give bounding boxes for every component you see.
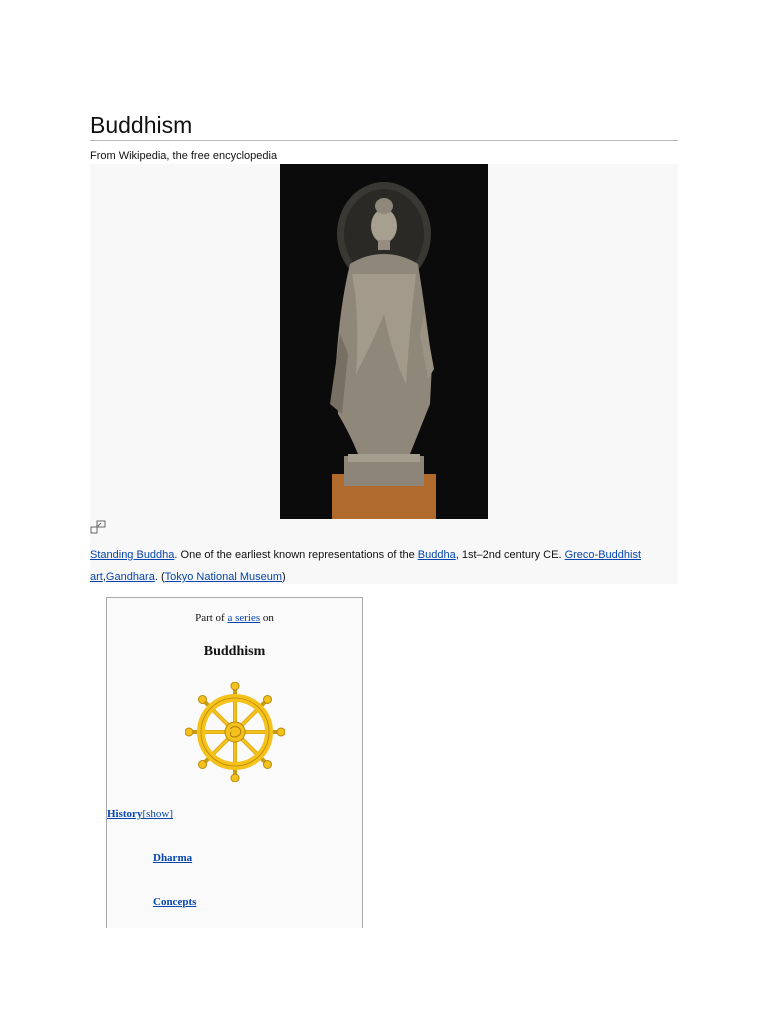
enlarge-icon[interactable] — [90, 520, 106, 534]
nav-history — [107, 808, 173, 820]
link-concepts[interactable]: Concepts — [153, 896, 197, 908]
dharma-wheel-icon — [185, 682, 285, 782]
image-caption — [90, 544, 650, 588]
caption-text-5: ) — [282, 571, 286, 583]
on-text: on — [260, 612, 274, 624]
link-tokyo-national-museum[interactable]: Tokyo National Museum — [164, 571, 283, 583]
nav-dharma — [153, 852, 192, 864]
caption-text-4: . ( — [154, 571, 165, 583]
buddha-statue-image[interactable] — [280, 164, 488, 519]
caption-text-1: . One of the earliest known representations of the — [174, 549, 418, 561]
series-infobox — [106, 597, 363, 928]
caption-text-3: , — [102, 571, 106, 583]
series-header — [107, 612, 362, 624]
link-standing-buddha[interactable]: Standing Buddha — [90, 549, 175, 561]
show-toggle[interactable]: [show] — [142, 808, 174, 820]
nav-concepts — [153, 896, 196, 908]
page-title: Buddhism — [90, 110, 678, 141]
page-tagline: From Wikipedia, the free encyclopedia — [90, 150, 278, 162]
link-history[interactable]: History — [107, 808, 143, 820]
thumbnail-box — [90, 164, 678, 584]
link-gandhara[interactable]: Gandhara — [105, 571, 155, 583]
part-of-text: Part of — [195, 612, 228, 624]
link-a-series[interactable]: a series — [227, 612, 261, 624]
link-greco-buddhist-art[interactable]: Greco-Buddhist art — [90, 549, 642, 583]
series-title: Buddhism — [203, 644, 266, 659]
link-dharma[interactable]: Dharma — [153, 852, 193, 864]
caption-text-2: , 1st–2nd century CE. — [455, 549, 565, 561]
link-buddha[interactable]: Buddha — [417, 549, 456, 561]
